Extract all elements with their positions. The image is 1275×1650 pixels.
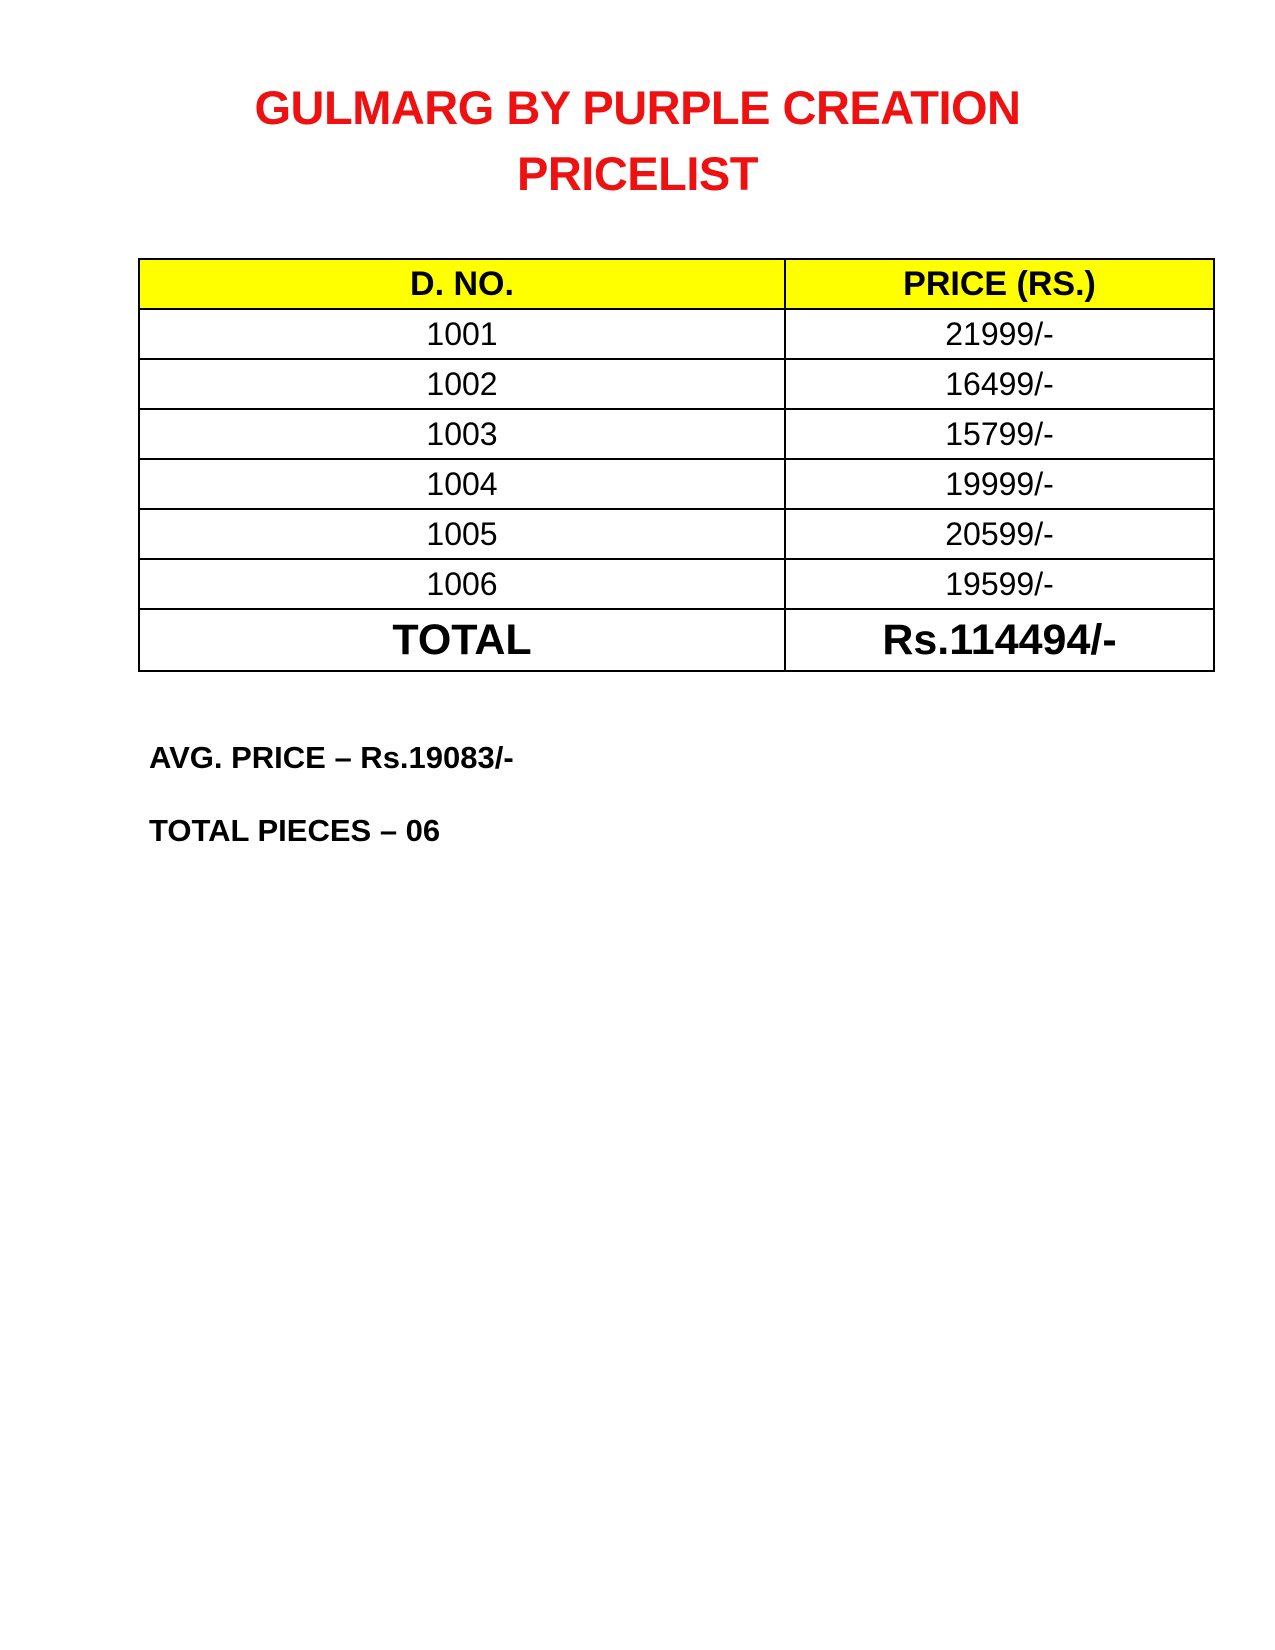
- price-cell: 19599/-: [785, 559, 1214, 609]
- header-design-number: D. NO.: [139, 259, 785, 309]
- page-title: GULMARG BY PURPLE CREATION: [254, 81, 1021, 134]
- total-label: TOTAL: [139, 609, 785, 671]
- price-cell: 19999/-: [785, 459, 1214, 509]
- design-number-cell: 1002: [139, 359, 785, 409]
- price-cell: 15799/-: [785, 409, 1214, 459]
- design-number-cell: 1006: [139, 559, 785, 609]
- design-number-cell: 1003: [139, 409, 785, 459]
- design-number-cell: 1004: [139, 459, 785, 509]
- price-cell: 16499/-: [785, 359, 1214, 409]
- price-table: [138, 258, 1215, 672]
- price-cell: 20599/-: [785, 509, 1214, 559]
- price-cell: 21999/-: [785, 309, 1214, 359]
- average-price: AVG. PRICE – Rs.19083/-: [149, 740, 514, 775]
- total-pieces: TOTAL PIECES – 06: [149, 813, 441, 848]
- design-number-cell: 1005: [139, 509, 785, 559]
- design-number-cell: 1001: [139, 309, 785, 359]
- table-row: [139, 509, 1214, 559]
- table-row: [139, 559, 1214, 609]
- total-row: [139, 609, 1214, 671]
- table-row: [139, 459, 1214, 509]
- table-header-row: [139, 259, 1214, 309]
- total-value: Rs.114494/-: [785, 609, 1214, 671]
- table-row: [139, 359, 1214, 409]
- header-price: PRICE (RS.): [785, 259, 1214, 309]
- table-row: [139, 409, 1214, 459]
- table-row: [139, 309, 1214, 359]
- page-subtitle: PRICELIST: [517, 147, 758, 200]
